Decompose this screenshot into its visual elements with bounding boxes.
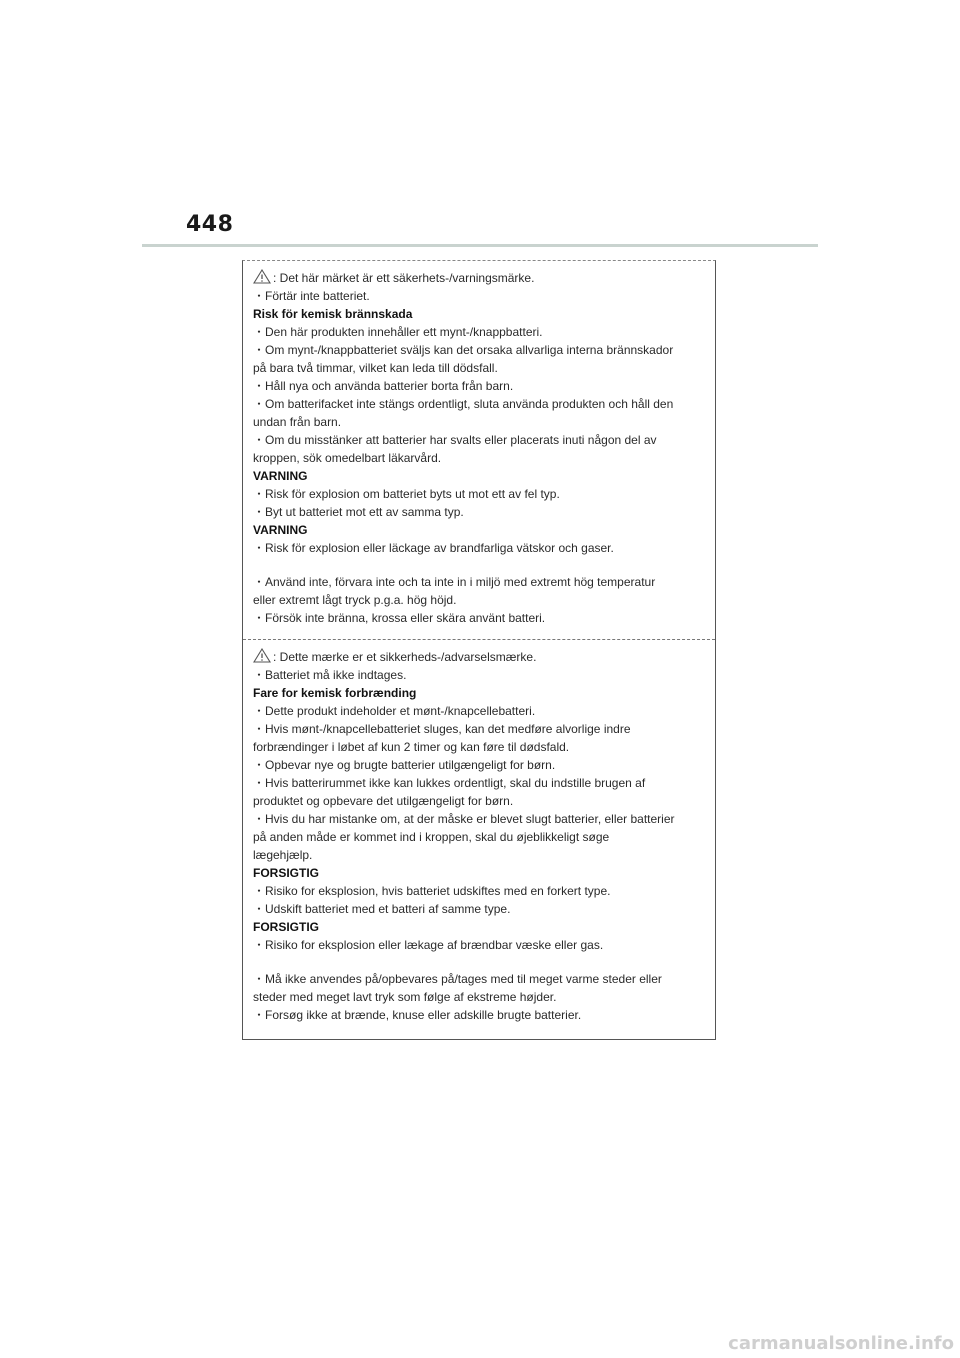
label-line: ・Om du misstänker att batterier har svalts eller placerats inuti någon del av: [253, 433, 657, 447]
label-line: ・Risiko for eksplosion eller lækage af brændbar væske eller gas.: [253, 938, 604, 952]
label-line: ・Hvis du har mistanke om, at der måske er blevet slugt batterier, eller batterier: [253, 812, 675, 826]
battery-warning-label: [242, 260, 716, 1040]
label-line: på bara två timmar, vilket kan leda till dödsfall.: [253, 361, 498, 375]
label-heading: Fare for kemisk forbrænding: [253, 686, 417, 700]
swedish-warning-section: [243, 261, 715, 639]
label-line: forbrændinger i løbet af kun 2 timer og kan føre til dødsfald.: [253, 740, 570, 754]
label-heading: VARNING: [253, 523, 308, 537]
label-line: ・Må ikke anvendes på/opbevares på/tages med til meget varme steder eller: [253, 972, 662, 986]
header-divider: [142, 244, 818, 247]
label-line: ・Den här produkten innehåller ett mynt-/knappbatteri.: [253, 325, 543, 339]
label-line: ・Byt ut batteriet mot ett av samma typ.: [253, 505, 464, 519]
site-watermark: carmanualsonline.info: [728, 1333, 954, 1354]
label-line: eller extremt lågt tryck p.g.a. hög höjd.: [253, 593, 457, 607]
swedish-header-text: : Det här märket är ett säkerhets-/varningsmärke.: [273, 271, 535, 285]
label-line: ・Risk för explosion eller läckage av brandfarliga vätskor och gaser.: [253, 541, 614, 555]
label-line: ・Om batterifacket inte stängs ordentligt, sluta använda produkten och håll den: [253, 397, 674, 411]
danish-warning-section: [243, 639, 715, 1040]
page-number: 448: [186, 212, 234, 237]
label-line: på anden måde er kommet ind i kroppen, skal du øjeblikkeligt søge: [253, 830, 610, 844]
label-heading: Risk för kemisk brännskada: [253, 307, 413, 321]
label-heading: FORSIGTIG: [253, 920, 319, 934]
label-line: ・Udskift batteriet med et batteri af samme type.: [253, 902, 511, 916]
label-line: ・Hvis batterirummet ikke kan lukkes ordentligt, skal du indstille brugen af: [253, 776, 646, 790]
label-line: ・Hvis mønt-/knapcellebatteriet sluges, kan det medføre alvorlige indre: [253, 722, 631, 736]
label-line: ・Risiko for eksplosion, hvis batteriet udskiftes med en forkert type.: [253, 884, 611, 898]
label-line: produktet og opbevare det utilgængeligt for børn.: [253, 794, 514, 808]
label-line: ・Håll nya och använda batterier borta från barn.: [253, 379, 514, 393]
danish-header: [253, 648, 536, 664]
label-line: ・Forsøg ikke at brænde, knuse eller adskille brugte batterier.: [253, 1008, 582, 1022]
warning-triangle-icon: [253, 648, 271, 663]
label-line: ・Opbevar nye og brugte batterier utilgængeligt for børn.: [253, 758, 556, 772]
label-line: ・Om mynt-/knappbatteriet sväljs kan det orsaka allvarliga interna brännskador: [253, 343, 674, 357]
label-heading: FORSIGTIG: [253, 866, 319, 880]
swedish-header: [253, 269, 534, 285]
label-line: ・Batteriet må ikke indtages.: [253, 668, 407, 682]
label-line: kroppen, sök omedelbart läkarvård.: [253, 451, 442, 465]
label-line: steder med meget lavt tryk som følge af ekstreme højder.: [253, 990, 557, 1004]
label-heading: VARNING: [253, 469, 308, 483]
label-line: ・Dette produkt indeholder et mønt-/knapcellebatteri.: [253, 704, 536, 718]
warning-triangle-icon: [253, 269, 271, 284]
label-line: ・Använd inte, förvara inte och ta inte in i miljö med extremt hög temperatur: [253, 575, 656, 589]
label-line: ・Försök inte bränna, krossa eller skära använt batteri.: [253, 611, 546, 625]
danish-header-text: : Dette mærke er et sikkerheds-/advarselsmærke.: [273, 650, 537, 664]
label-line: undan från barn.: [253, 415, 342, 429]
label-line: ・Risk för explosion om batteriet byts ut mot ett av fel typ.: [253, 487, 560, 501]
label-line: ・Förtär inte batteriet.: [253, 289, 370, 303]
label-line: lægehjælp.: [253, 848, 313, 862]
